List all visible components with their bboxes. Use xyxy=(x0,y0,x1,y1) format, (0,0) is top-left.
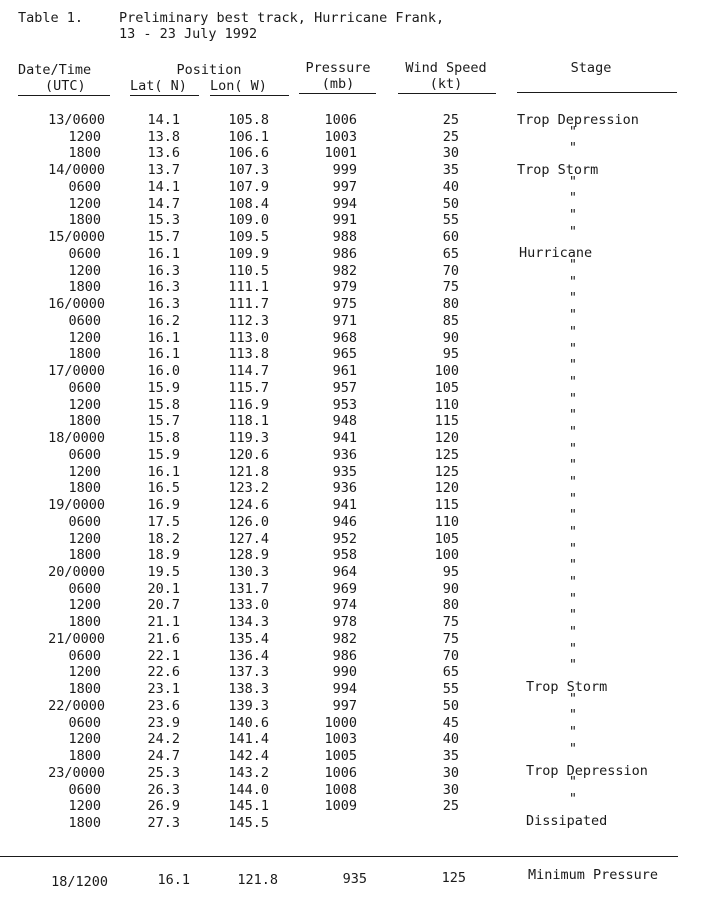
cell-time: 1800 xyxy=(68,681,101,698)
cell-time: 18/0000 xyxy=(48,430,105,447)
cell-pressure: 952 xyxy=(332,530,357,547)
cell-pressure: 975 xyxy=(332,296,357,313)
cell-lat: 23.6 xyxy=(147,697,180,714)
cell-stage-ditto: " xyxy=(568,657,578,674)
cell-wind: 115 xyxy=(434,497,459,514)
cell-lat: 13.6 xyxy=(147,145,180,162)
cell-wind: 110 xyxy=(434,513,459,530)
cell-stage-ditto: " xyxy=(568,307,578,324)
cell-time: 0600 xyxy=(68,647,101,664)
header-lat: Lat( N) xyxy=(130,78,187,94)
cell-time: 1200 xyxy=(68,597,101,614)
summary-rule xyxy=(0,856,678,857)
cell-lat: 17.5 xyxy=(147,513,180,530)
cell-lat: 13.7 xyxy=(147,162,180,179)
cell-lon: 110.5 xyxy=(228,262,269,279)
cell-stage: Trop Depression xyxy=(526,762,648,779)
cell-pressure: 971 xyxy=(332,312,357,329)
cell-time: 23/0000 xyxy=(48,764,105,781)
cell-lat: 15.3 xyxy=(147,212,180,229)
header-mb: (mb) xyxy=(321,76,355,92)
cell-pressure: 969 xyxy=(332,580,357,597)
cell-time: 0600 xyxy=(68,312,101,329)
cell-stage-ditto: " xyxy=(568,473,578,490)
cell-lat: 18.2 xyxy=(147,530,180,547)
cell-stage-ditto: " xyxy=(568,207,578,224)
cell-time: 1200 xyxy=(68,463,101,480)
cell-time: 0600 xyxy=(68,446,101,463)
cell-wind: 125 xyxy=(434,446,459,463)
cell-pressure: 958 xyxy=(332,547,357,564)
cell-pressure: 961 xyxy=(332,363,357,380)
cell-lat: 14.1 xyxy=(147,112,180,128)
cell-pressure: 982 xyxy=(332,262,357,279)
cell-wind: 105 xyxy=(434,379,459,396)
cell-stage: Dissipated xyxy=(526,812,608,829)
cell-lon: 145.1 xyxy=(228,798,269,815)
table-title: Preliminary best track, Hurricane Frank, xyxy=(119,10,445,26)
cell-lat: 16.1 xyxy=(147,346,180,363)
cell-lat: 15.7 xyxy=(147,229,180,246)
cell-pressure: 1001 xyxy=(324,145,357,162)
cell-wind: 95 xyxy=(442,346,459,363)
cell-stage-ditto: " xyxy=(568,440,578,457)
cell-time: 1200 xyxy=(68,329,101,346)
cell-lon: 130.3 xyxy=(228,563,269,580)
cell-stage-ditto: " xyxy=(568,540,578,557)
cell-stage-ditto: " xyxy=(568,290,578,307)
cell-lat: 22.1 xyxy=(147,647,180,664)
cell-stage-ditto: " xyxy=(568,323,578,340)
cell-stage-ditto: " xyxy=(568,173,578,190)
cell-lat: 20.7 xyxy=(147,597,180,614)
cell-time: 1200 xyxy=(68,798,101,815)
cell-lon: 137.3 xyxy=(228,664,269,681)
cell-time: 1800 xyxy=(68,815,101,832)
cell-lon: 128.9 xyxy=(228,547,269,564)
cell-lat: 27.3 xyxy=(147,815,180,832)
cell-pressure: 991 xyxy=(332,212,357,229)
cell-time: 15/0000 xyxy=(48,229,105,246)
cell-time: 16/0000 xyxy=(48,296,105,313)
cell-lat: 16.0 xyxy=(147,363,180,380)
cell-lon: 114.7 xyxy=(228,363,269,380)
summary-wind: 125 xyxy=(441,870,466,886)
cell-lat: 16.9 xyxy=(147,497,180,514)
header-kt: (kt) xyxy=(429,76,463,92)
cell-pressure: 965 xyxy=(332,346,357,363)
cell-lon: 115.7 xyxy=(228,379,269,396)
cell-time: 1200 xyxy=(68,128,101,145)
header-position: Position xyxy=(176,62,242,78)
cell-pressure: 994 xyxy=(332,195,357,212)
cell-pressure: 936 xyxy=(332,480,357,497)
cell-lat: 16.1 xyxy=(147,463,180,480)
cell-pressure: 997 xyxy=(332,178,357,195)
cell-lon: 113.8 xyxy=(228,346,269,363)
cell-pressure: 986 xyxy=(332,245,357,262)
cell-lon: 107.9 xyxy=(228,178,269,195)
cell-pressure: 941 xyxy=(332,430,357,447)
cell-pressure: 1006 xyxy=(324,112,357,128)
cell-lon: 109.0 xyxy=(228,212,269,229)
cell-wind: 120 xyxy=(434,480,459,497)
cell-stage-ditto: " xyxy=(568,373,578,390)
cell-pressure: 1006 xyxy=(324,764,357,781)
cell-pressure: 946 xyxy=(332,513,357,530)
cell-stage-ditto: " xyxy=(568,407,578,424)
cell-pressure: 990 xyxy=(332,664,357,681)
cell-time: 14/0000 xyxy=(48,162,105,179)
cell-pressure: 1003 xyxy=(324,128,357,145)
cell-lon: 144.0 xyxy=(228,781,269,798)
cell-stage-ditto: " xyxy=(568,624,578,641)
cell-lat: 23.9 xyxy=(147,714,180,731)
cell-lat: 18.9 xyxy=(147,547,180,564)
cell-time: 1200 xyxy=(68,664,101,681)
cell-wind: 55 xyxy=(442,212,459,229)
cell-stage-ditto: " xyxy=(568,340,578,357)
cell-lon: 131.7 xyxy=(228,580,269,597)
cell-lat: 25.3 xyxy=(147,764,180,781)
cell-time: 1200 xyxy=(68,530,101,547)
cell-wind: 110 xyxy=(434,396,459,413)
cell-lat: 15.7 xyxy=(147,413,180,430)
cell-wind: 60 xyxy=(442,229,459,246)
cell-wind: 75 xyxy=(442,614,459,631)
cell-time: 1200 xyxy=(68,396,101,413)
header-stage: Stage xyxy=(570,60,612,76)
cell-time: 13/0600 xyxy=(48,112,105,128)
cell-wind: 50 xyxy=(442,697,459,714)
cell-wind: 40 xyxy=(442,731,459,748)
cell-pressure: 979 xyxy=(332,279,357,296)
cell-stage-ditto: " xyxy=(568,574,578,591)
cell-stage-ditto: " xyxy=(568,524,578,540)
cell-stage-ditto: " xyxy=(568,123,578,140)
cell-lon: 127.4 xyxy=(228,530,269,547)
cell-wind: 95 xyxy=(442,563,459,580)
cell-lon: 141.4 xyxy=(228,731,269,748)
cell-time: 1800 xyxy=(68,614,101,631)
cell-lon: 116.9 xyxy=(228,396,269,413)
cell-stage-ditto: " xyxy=(568,707,578,724)
cell-lon: 138.3 xyxy=(228,681,269,698)
cell-lat: 22.6 xyxy=(147,664,180,681)
cell-stage-ditto: " xyxy=(568,490,578,507)
cell-wind: 80 xyxy=(442,296,459,313)
cell-time: 20/0000 xyxy=(48,563,105,580)
cell-time: 19/0000 xyxy=(48,497,105,514)
summary-label: Minimum Pressure xyxy=(528,867,659,883)
cell-lon: 120.6 xyxy=(228,446,269,463)
cell-lon: 105.8 xyxy=(228,112,269,128)
cell-lat: 20.1 xyxy=(147,580,180,597)
cell-time: 1800 xyxy=(68,547,101,564)
cell-time: 0600 xyxy=(68,178,101,195)
cell-stage: Trop Depression xyxy=(517,112,639,128)
cell-wind: 70 xyxy=(442,262,459,279)
cell-lon: 111.7 xyxy=(228,296,269,313)
cell-time: 1800 xyxy=(68,346,101,363)
cell-wind: 25 xyxy=(442,128,459,145)
summary-lat: 16.1 xyxy=(157,872,190,888)
cell-lat: 15.8 xyxy=(147,396,180,413)
cell-pressure: 953 xyxy=(332,396,357,413)
cell-lon: 139.3 xyxy=(228,697,269,714)
cell-time: 0600 xyxy=(68,245,101,262)
cell-lat: 14.1 xyxy=(147,178,180,195)
cell-wind: 75 xyxy=(442,279,459,296)
header-pressure: Pressure xyxy=(305,60,371,76)
summary-time: 18/1200 xyxy=(51,874,108,890)
cell-stage: Trop Storm xyxy=(526,679,608,696)
cell-time: 1200 xyxy=(68,195,101,212)
cell-stage-ditto: " xyxy=(568,590,578,607)
cell-lat: 23.1 xyxy=(147,681,180,698)
cell-pressure: 978 xyxy=(332,614,357,631)
cell-lon: 112.3 xyxy=(228,312,269,329)
cell-wind: 85 xyxy=(442,312,459,329)
cell-stage-ditto: " xyxy=(568,507,578,524)
cell-lon: 106.6 xyxy=(228,145,269,162)
cell-time: 0600 xyxy=(68,580,101,597)
cell-lon: 118.1 xyxy=(228,413,269,430)
cell-pressure: 1009 xyxy=(324,798,357,815)
table-label: Table 1. xyxy=(18,10,84,26)
cell-wind: 25 xyxy=(442,798,459,815)
cell-stage-ditto: " xyxy=(568,740,578,757)
cell-lon: 109.9 xyxy=(228,245,269,262)
cell-stage-ditto: " xyxy=(568,390,578,407)
cell-wind: 75 xyxy=(442,630,459,647)
cell-wind: 30 xyxy=(442,764,459,781)
cell-wind: 100 xyxy=(434,547,459,564)
cell-stage-ditto: " xyxy=(568,640,578,657)
cell-pressure: 997 xyxy=(332,697,357,714)
cell-time: 21/0000 xyxy=(48,630,105,647)
cell-stage: Hurricane xyxy=(519,245,593,262)
cell-stage-ditto: " xyxy=(568,690,578,707)
cell-lon: 126.0 xyxy=(228,513,269,530)
cell-stage-ditto: " xyxy=(568,457,578,474)
cell-lon: 133.0 xyxy=(228,597,269,614)
cell-wind: 105 xyxy=(434,530,459,547)
cell-pressure: 935 xyxy=(332,463,357,480)
cell-lat: 16.3 xyxy=(147,296,180,313)
cell-wind: 35 xyxy=(442,162,459,179)
cell-lon: 119.3 xyxy=(228,430,269,447)
cell-wind: 120 xyxy=(434,430,459,447)
cell-lat: 16.3 xyxy=(147,279,180,296)
cell-lat: 16.5 xyxy=(147,480,180,497)
cell-stage-ditto: " xyxy=(568,357,578,374)
cell-lat: 15.9 xyxy=(147,446,180,463)
cell-lon: 145.5 xyxy=(228,815,269,832)
cell-lat: 15.9 xyxy=(147,379,180,396)
cell-wind: 40 xyxy=(442,178,459,195)
cell-wind: 30 xyxy=(442,145,459,162)
cell-lat: 24.7 xyxy=(147,748,180,765)
cell-time: 1800 xyxy=(68,212,101,229)
cell-lon: 106.1 xyxy=(228,128,269,145)
cell-lat: 21.6 xyxy=(147,630,180,647)
cell-wind: 25 xyxy=(442,112,459,128)
cell-time: 1800 xyxy=(68,748,101,765)
cell-lat: 13.8 xyxy=(147,128,180,145)
cell-time: 0600 xyxy=(68,513,101,530)
cell-lat: 16.1 xyxy=(147,329,180,346)
cell-wind: 65 xyxy=(442,245,459,262)
cell-lat: 26.3 xyxy=(147,781,180,798)
cell-time: 1200 xyxy=(68,262,101,279)
cell-stage: Trop Storm xyxy=(517,162,599,179)
cell-wind: 45 xyxy=(442,714,459,731)
cell-stage-ditto: " xyxy=(568,273,578,290)
cell-pressure: 957 xyxy=(332,379,357,396)
cell-lon: 124.6 xyxy=(228,497,269,514)
cell-wind: 65 xyxy=(442,664,459,681)
cell-wind: 30 xyxy=(442,781,459,798)
cell-wind: 100 xyxy=(434,363,459,380)
header-datetime: Date/Time xyxy=(18,62,92,78)
cell-pressure: 941 xyxy=(332,497,357,514)
cell-lat: 15.8 xyxy=(147,430,180,447)
cell-wind: 115 xyxy=(434,413,459,430)
cell-pressure: 948 xyxy=(332,413,357,430)
header-wind: Wind Speed xyxy=(405,60,487,76)
summary-lon: 121.8 xyxy=(237,872,278,888)
cell-lon: 134.3 xyxy=(228,614,269,631)
cell-lat: 26.9 xyxy=(147,798,180,815)
cell-time: 22/0000 xyxy=(48,697,105,714)
cell-lon: 142.4 xyxy=(228,748,269,765)
cell-pressure: 994 xyxy=(332,681,357,698)
table-subtitle: 13 - 23 July 1992 xyxy=(119,26,258,42)
cell-stage-ditto: " xyxy=(568,190,578,207)
cell-wind: 50 xyxy=(442,195,459,212)
cell-wind: 90 xyxy=(442,329,459,346)
cell-wind: 80 xyxy=(442,597,459,614)
cell-stage-ditto: " xyxy=(568,223,578,240)
cell-pressure: 988 xyxy=(332,229,357,246)
cell-pressure: 1008 xyxy=(324,781,357,798)
cell-wind: 90 xyxy=(442,580,459,597)
cell-stage-ditto: " xyxy=(568,790,578,807)
cell-lon: 143.2 xyxy=(228,764,269,781)
cell-lat: 16.3 xyxy=(147,262,180,279)
cell-time: 1200 xyxy=(68,731,101,748)
cell-lon: 111.1 xyxy=(228,279,269,296)
cell-stage-ditto: " xyxy=(568,774,578,791)
header-utc: (UTC) xyxy=(45,78,86,94)
cell-pressure: 999 xyxy=(332,162,357,179)
cell-time: 1800 xyxy=(68,413,101,430)
cell-pressure: 986 xyxy=(332,647,357,664)
cell-wind: 70 xyxy=(442,647,459,664)
cell-lon: 109.5 xyxy=(228,229,269,246)
cell-lon: 136.4 xyxy=(228,647,269,664)
cell-pressure: 974 xyxy=(332,597,357,614)
header-lon: Lon( W) xyxy=(210,78,267,94)
cell-lat: 19.5 xyxy=(147,563,180,580)
cell-pressure: 1000 xyxy=(324,714,357,731)
cell-lat: 16.1 xyxy=(147,245,180,262)
cell-pressure: 968 xyxy=(332,329,357,346)
cell-lat: 21.1 xyxy=(147,614,180,631)
cell-time: 1800 xyxy=(68,145,101,162)
cell-time: 1800 xyxy=(68,480,101,497)
cell-time: 0600 xyxy=(68,781,101,798)
summary-pressure: 935 xyxy=(342,871,367,887)
cell-lon: 121.8 xyxy=(228,463,269,480)
cell-stage-ditto: " xyxy=(568,257,578,274)
cell-lat: 24.2 xyxy=(147,731,180,748)
cell-pressure: 982 xyxy=(332,630,357,647)
cell-lon: 113.0 xyxy=(228,329,269,346)
cell-pressure: 964 xyxy=(332,563,357,580)
cell-lon: 135.4 xyxy=(228,630,269,647)
cell-stage-ditto: " xyxy=(568,140,578,157)
cell-stage-ditto: " xyxy=(568,557,578,574)
cell-time: 0600 xyxy=(68,714,101,731)
cell-time: 0600 xyxy=(68,379,101,396)
cell-pressure: 1003 xyxy=(324,731,357,748)
cell-pressure: 1005 xyxy=(324,748,357,765)
cell-lon: 123.2 xyxy=(228,480,269,497)
cell-time: 1800 xyxy=(68,279,101,296)
cell-stage-ditto: " xyxy=(568,724,578,741)
cell-lon: 107.3 xyxy=(228,162,269,179)
cell-lat: 16.2 xyxy=(147,312,180,329)
cell-wind: 35 xyxy=(442,748,459,765)
cell-lat: 14.7 xyxy=(147,195,180,212)
cell-pressure: 936 xyxy=(332,446,357,463)
cell-stage-ditto: " xyxy=(568,607,578,624)
cell-wind: 125 xyxy=(434,463,459,480)
cell-lon: 108.4 xyxy=(228,195,269,212)
cell-stage-ditto: " xyxy=(568,423,578,440)
cell-time: 17/0000 xyxy=(48,363,105,380)
cell-wind: 55 xyxy=(442,681,459,698)
cell-lon: 140.6 xyxy=(228,714,269,731)
